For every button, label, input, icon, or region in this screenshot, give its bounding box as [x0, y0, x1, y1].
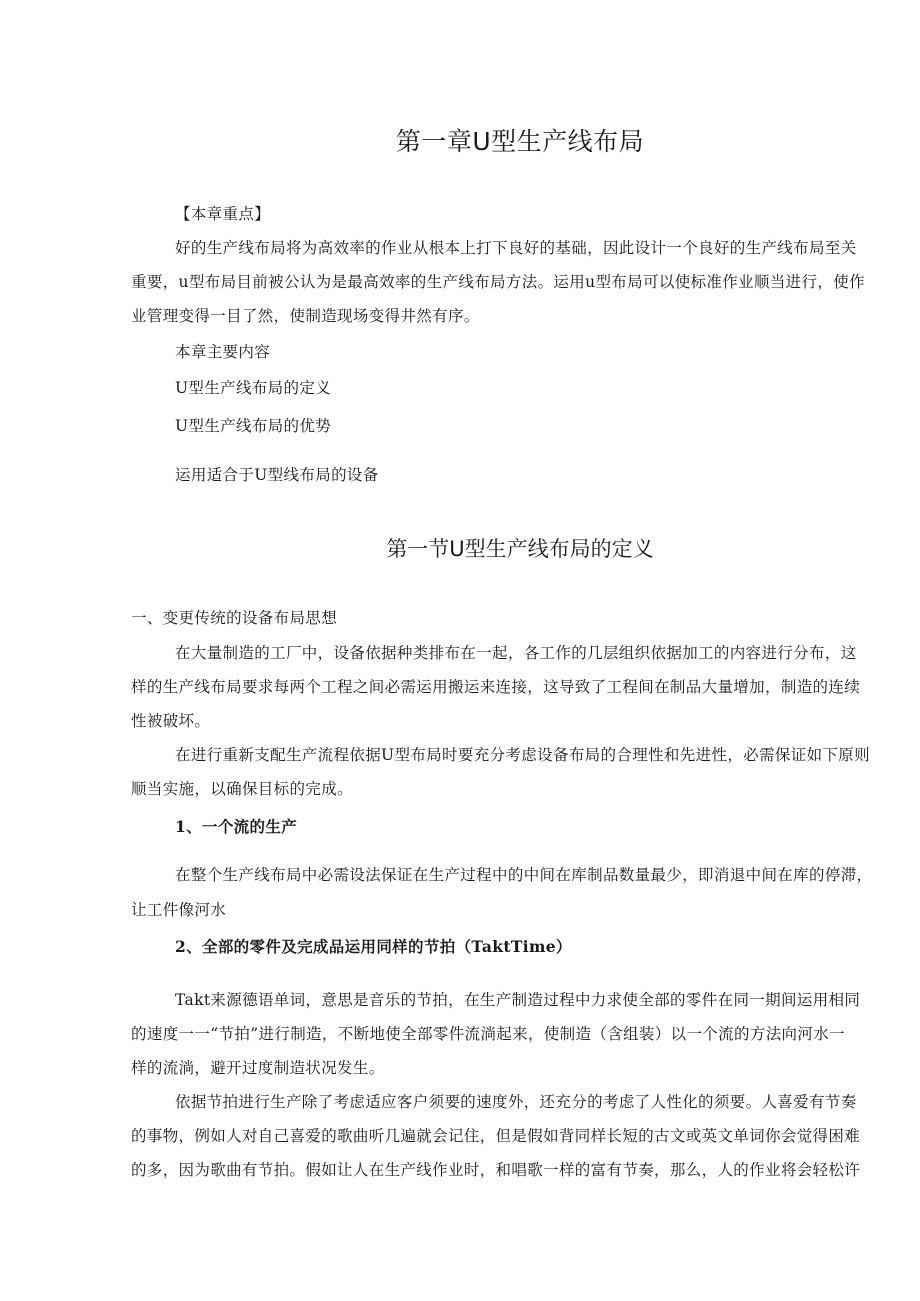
paragraph-line: 的多，因为歌曲有节拍。假如让人在生产线作业时，和唱歌一样的富有节奏，那么，人的作业将会轻松许 — [131, 1161, 861, 1179]
contents-item: U型生产线布局的优势 — [175, 417, 332, 435]
subsection-heading: 一、变更传统的设备布局思想 — [131, 609, 338, 627]
intro-line: 好的生产线布局将为高效率的作业从根本上打下良好的基础，因此设计一个良好的生产线布局至关 — [175, 239, 857, 257]
paragraph-line: 在大量制造的工厂中，设备依据种类排布在一起，各工作的几层组织依据加工的内容进行分布，这 — [175, 644, 857, 662]
contents-label: 本章主要内容 — [175, 343, 271, 361]
paragraph-line: 性被破坏。 — [131, 712, 211, 730]
chapter-title: 第一章U型生产线布局 — [395, 127, 645, 156]
contents-item: 运用适合于U型线布局的设备 — [175, 466, 379, 484]
key-points-label: 【本章重点】 — [175, 205, 271, 223]
paragraph-line: 样的流淌，避开过度制造状况发生。 — [131, 1059, 385, 1077]
paragraph-line: 在整个生产线布局中必需设法保证在生产过程中的中间在库制品数量最少，即消退中间在库的停滞， — [175, 866, 873, 884]
intro-line: 重要，u型布局目前被公认为是最高效率的生产线布局方法。运用u型布局可以使标准作业顺当进行，使作 — [131, 273, 865, 291]
contents-item: U型生产线布局的定义 — [175, 379, 332, 397]
principle-heading: 1、一个流的生产 — [175, 817, 298, 836]
section-title: 第一节U型生产线布局的定义 — [386, 537, 654, 561]
paragraph-line: 顺当实施，以确保目标的完成。 — [131, 780, 353, 798]
paragraph-line: 的速度一一“节拍”进行制造，不断地使全部零件流淌起来，使制造（含组装）以一个流的方法向河水一 — [131, 1025, 845, 1043]
principle-heading: 2、全部的零件及完成品运用同样的节拍（TaktTime） — [175, 937, 572, 956]
paragraph-line: 让工件像河水 — [131, 901, 227, 919]
paragraph-line: 依据节拍进行生产除了考虑适应客户须要的速度外，还充分的考虑了人性化的须要。人喜爱有节奏 — [175, 1093, 857, 1111]
paragraph-line: 的事物，例如人对自己喜爱的歌曲听几遍就会记住，但是假如背同样长短的古文或英文单词你会觉得困难 — [131, 1127, 861, 1145]
paragraph-line: 在进行重新支配生产流程依据U型布局时要充分考虑设备布局的合理性和先进性，必需保证如下原则 — [175, 746, 870, 764]
paragraph-line: 样的生产线布局要求每两个工程之间必需运用搬运来连接，这导致了工程间在制品大量增加，制造的连续 — [131, 678, 861, 696]
intro-line: 业管理变得一目了然，使制造现场变得井然有序。 — [131, 307, 480, 325]
paragraph-line: Takt来源德语单词，意思是音乐的节拍，在生产制造过程中力求使全部的零件在同一期间运用相同 — [175, 991, 861, 1009]
